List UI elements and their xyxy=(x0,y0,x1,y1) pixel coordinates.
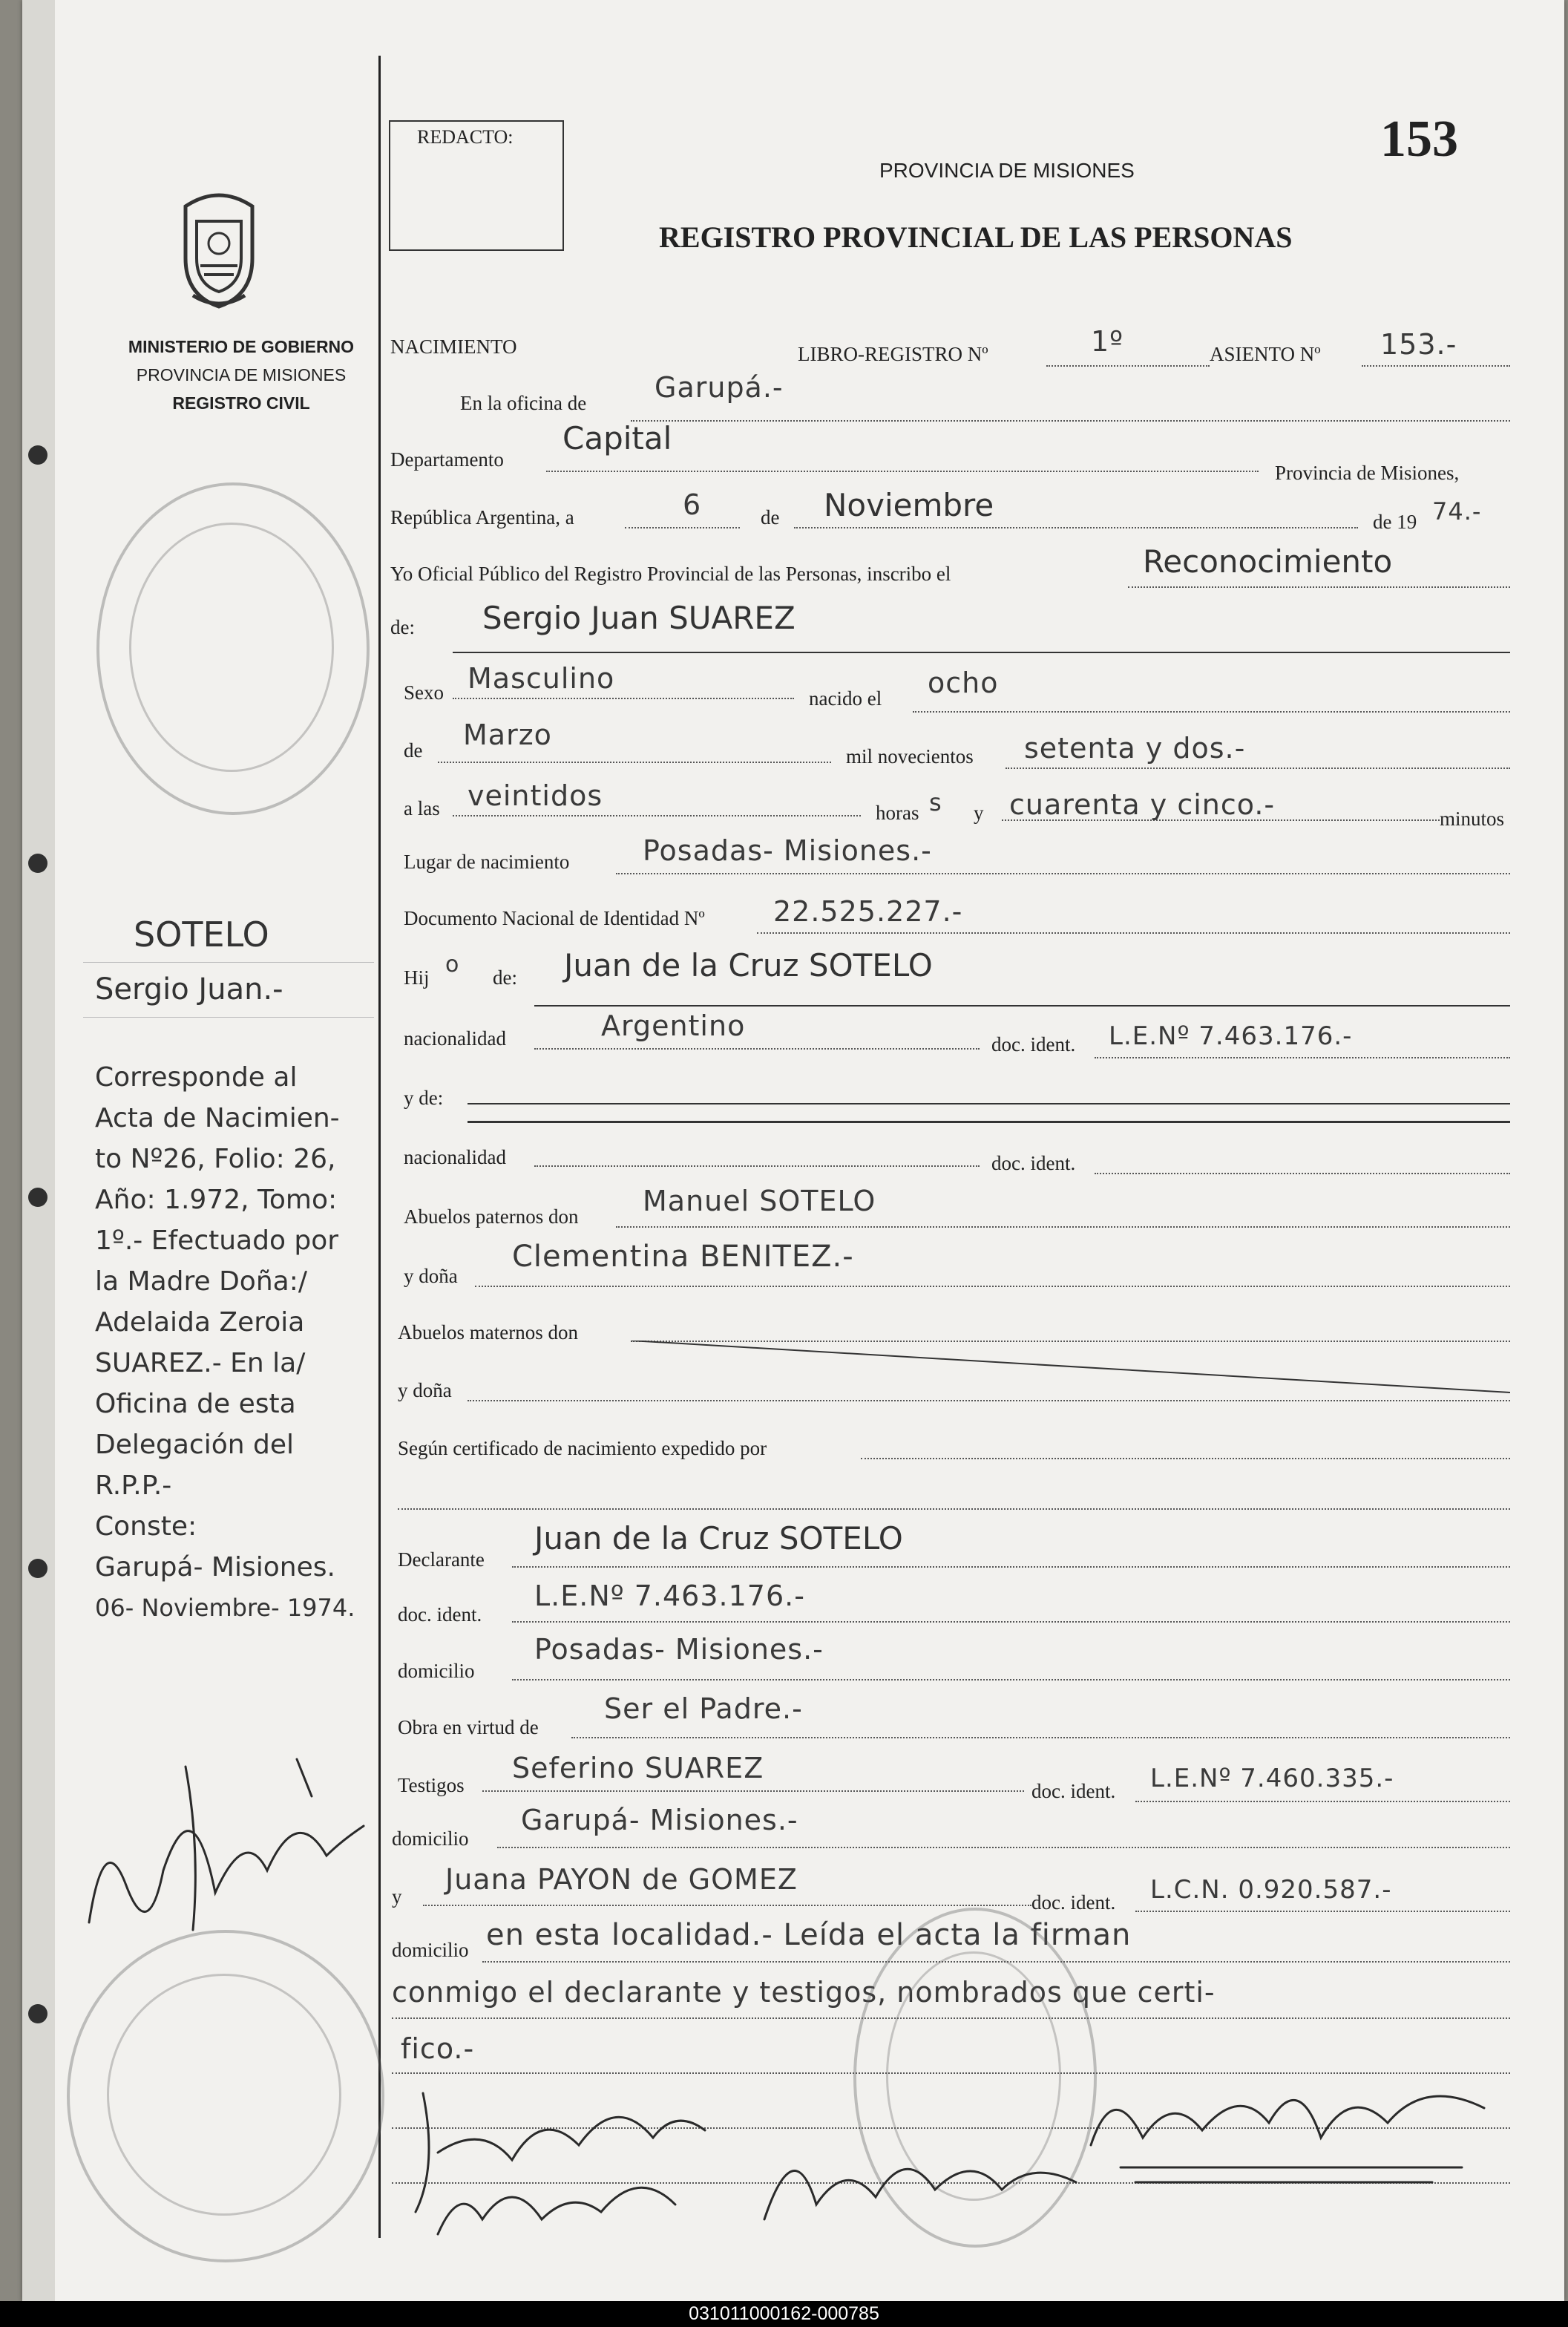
y2-label: y xyxy=(392,1885,402,1908)
official-signature-right xyxy=(1076,2056,1499,2190)
horas-label: horas xyxy=(876,802,919,824)
domicilio-label: domicilio xyxy=(398,1660,475,1682)
redacto-label: REDACTO: xyxy=(417,126,514,148)
declarante-dom-value: Posadas- Misiones.- xyxy=(534,1633,824,1666)
signature-declarante xyxy=(393,2063,764,2256)
inscripcion-value: Reconocimiento xyxy=(1143,543,1393,580)
padre-doc-fill xyxy=(1095,1057,1510,1058)
doc-ident5-label: doc. ident. xyxy=(1031,1891,1116,1914)
mil-label: mil novecientos xyxy=(846,745,974,768)
margin-line: Delegación del xyxy=(95,1430,295,1460)
declarante-doc-value: L.E.Nº 7.463.176.- xyxy=(534,1580,805,1612)
madre-nac-fill xyxy=(534,1165,980,1167)
abuela-pat-value: Clementina BENITEZ.- xyxy=(512,1240,854,1274)
nacido-anio-fill xyxy=(1006,768,1510,769)
margin-line: R.P.P.- xyxy=(95,1470,172,1501)
provincia-label: Provincia de Misiones, xyxy=(1275,462,1460,484)
de-label: de xyxy=(761,506,780,528)
declarante-label: Declarante xyxy=(398,1548,485,1571)
faint-seal-stamp xyxy=(96,482,370,815)
y-label: y xyxy=(974,802,984,824)
sexo-fill xyxy=(453,698,794,699)
dni-value: 22.525.227.- xyxy=(773,895,963,928)
oficina-label: En la oficina de xyxy=(460,392,587,414)
departamento-fill xyxy=(546,471,1259,472)
nacionalidad2-label: nacionalidad xyxy=(404,1146,506,1168)
testigo1-doc-value: L.E.Nº 7.460.335.- xyxy=(1150,1764,1394,1793)
margin-line: 1º.- Efectuado por xyxy=(95,1225,339,1256)
page-number: 153 xyxy=(1380,111,1458,168)
margin-surname: SOTELO xyxy=(134,914,269,955)
doc-ident4-label: doc. ident. xyxy=(1031,1780,1116,1802)
testigo2-doc-value: L.C.N. 0.920.587.- xyxy=(1150,1875,1392,1905)
testigo1-fill xyxy=(482,1790,1024,1792)
margin-line: la Madre Doña:/ xyxy=(95,1266,307,1297)
binding-hole xyxy=(28,2004,47,2023)
oficial-label: Yo Oficial Público del Registro Provincial de las Personas, inscribo el xyxy=(390,563,951,585)
testigo1-value: Seferino SUAREZ xyxy=(512,1752,764,1784)
margin-line: to Nº26, Folio: 26, xyxy=(95,1144,336,1174)
abuelos-paternos-label: Abuelos paternos don xyxy=(404,1205,579,1228)
lugar-fill xyxy=(616,873,1510,874)
cierre-line-1: en esta localidad.- Leída el acta la firman xyxy=(486,1918,1132,1952)
coat-of-arms-icon xyxy=(171,184,267,310)
declarante-dom-fill xyxy=(512,1679,1510,1680)
testigos-label: Testigos xyxy=(398,1774,465,1796)
nacimiento-label: NACIMIENTO xyxy=(390,336,517,358)
a-las-label: a las xyxy=(404,797,440,819)
de2-label: de xyxy=(404,739,423,762)
libro-value: 1º xyxy=(1091,325,1124,358)
margin-note xyxy=(95,1057,355,1629)
binding-strip xyxy=(22,0,55,2301)
sexo-label: Sexo xyxy=(404,681,444,704)
abuela-pat-fill xyxy=(475,1286,1510,1287)
testigo1-dom-fill xyxy=(497,1847,1510,1848)
registry-title: REGISTRO PROVINCIAL DE LAS PERSONAS xyxy=(659,220,1293,254)
dia-fill xyxy=(625,527,740,528)
hora-digit: s xyxy=(929,788,942,816)
padre-nac-value: Argentino xyxy=(601,1009,746,1042)
testigo2-value: Juana PAYON de GOMEZ xyxy=(445,1863,798,1896)
margin-line: 06- Noviembre- 1974. xyxy=(95,1594,355,1622)
padre-doc-value: L.E.Nº 7.463.176.- xyxy=(1109,1021,1353,1051)
margin-line: Corresponde al xyxy=(95,1062,298,1093)
domicilio2-label: domicilio xyxy=(392,1827,469,1850)
margin-line: Conste: xyxy=(95,1511,197,1542)
signature-testigo xyxy=(749,2115,1106,2242)
testigo1-doc-fill xyxy=(1135,1801,1510,1802)
doc-ident3-label: doc. ident. xyxy=(398,1603,482,1626)
madre-line-2 xyxy=(468,1121,1510,1123)
segun-fill xyxy=(861,1458,1510,1459)
dni-fill xyxy=(757,932,1510,934)
abuelo-pat-value: Manuel SOTELO xyxy=(643,1185,876,1217)
nacido-anio-value: setenta y dos.- xyxy=(1024,732,1246,765)
declarante-doc-fill xyxy=(512,1621,1510,1623)
departamento-label: Departamento xyxy=(390,448,504,471)
margin-line: Oficina de esta xyxy=(95,1389,296,1419)
abuelo-pat-fill xyxy=(616,1226,1510,1228)
lugar-label: Lugar de nacimiento xyxy=(404,851,570,873)
nacido-mes-value: Marzo xyxy=(463,719,552,751)
nombre-value: Sergio Juan SUAREZ xyxy=(482,600,796,636)
inscripcion-fill xyxy=(1128,586,1510,588)
ministry-line: MINISTERIO DE GOBIERNO xyxy=(128,337,355,356)
mes-fill xyxy=(794,527,1358,528)
segun-fill-2 xyxy=(398,1508,1510,1510)
nacido-fill xyxy=(913,711,1510,713)
sexo-value: Masculino xyxy=(468,662,615,695)
document-sheet xyxy=(22,0,1564,2301)
strike-line xyxy=(631,1341,1510,1400)
abuelos-maternos-label: Abuelos maternos don xyxy=(398,1321,578,1343)
asiento-fill xyxy=(1362,365,1510,367)
nacido-mes-fill xyxy=(438,762,831,763)
margin-name: Sergio Juan.- xyxy=(95,972,283,1007)
declarante-value: Juan de la Cruz SOTELO xyxy=(534,1520,903,1557)
y-dona2-label: y doña xyxy=(398,1379,452,1401)
dia-value: 6 xyxy=(683,488,702,521)
province-title: PROVINCIA DE MISIONES xyxy=(879,159,1135,182)
madre-line xyxy=(468,1103,1510,1104)
segun-label: Según certificado de nacimiento expedido por xyxy=(398,1437,767,1459)
hora-fill xyxy=(453,815,861,816)
lugar-value: Posadas- Misiones.- xyxy=(643,834,932,867)
y-de-label: y de: xyxy=(404,1087,444,1109)
obra-fill xyxy=(571,1737,1510,1738)
declarante-fill xyxy=(512,1566,1510,1568)
libro-fill xyxy=(1046,365,1210,367)
nacionalidad-label: nacionalidad xyxy=(404,1027,506,1050)
doc-ident2-label: doc. ident. xyxy=(991,1152,1076,1174)
asiento-value: 153.- xyxy=(1380,328,1457,361)
padre-line xyxy=(534,1005,1510,1007)
testigo1-dom-value: Garupá- Misiones.- xyxy=(521,1804,798,1836)
padre-nac-fill xyxy=(534,1048,980,1050)
madre-doc-fill xyxy=(1095,1173,1510,1174)
libro-label: LIBRO-REGISTRO Nº xyxy=(798,343,988,365)
margin-line: Año: 1.972, Tomo: xyxy=(95,1185,338,1215)
minutos-label: minutos xyxy=(1440,808,1505,830)
registry-seal-stamp xyxy=(67,1930,384,2262)
hij-suffix: o xyxy=(445,952,460,978)
margin-rule xyxy=(83,962,374,963)
testigo2-doc-fill xyxy=(1135,1911,1510,1912)
hora-value: veintidos xyxy=(468,779,603,812)
y-dona-label: y doña xyxy=(404,1265,458,1287)
oficina-fill xyxy=(631,420,1510,422)
dni-label: Documento Nacional de Identidad Nº xyxy=(404,907,705,929)
anio-value: 74.- xyxy=(1432,497,1482,526)
testigo2-fill xyxy=(423,1905,1031,1906)
binding-hole xyxy=(28,854,47,873)
minutos-value: cuarenta y cinco.- xyxy=(1009,788,1276,821)
hij-label: Hij xyxy=(404,966,430,989)
binding-hole xyxy=(28,1188,47,1207)
margin-rule xyxy=(83,1017,374,1018)
nombre-line xyxy=(453,652,1510,653)
margin-divider xyxy=(378,56,381,2238)
republica-label: República Argentina, a xyxy=(390,506,574,528)
cierre-line-3: fico.- xyxy=(401,2032,475,2065)
abuela-mat-fill xyxy=(468,1400,1510,1401)
padre-value: Juan de la Cruz SOTELO xyxy=(564,947,933,984)
registry-line: REGISTRO CIVIL xyxy=(172,393,310,413)
oficina-value: Garupá.- xyxy=(655,371,784,404)
domicilio3-label: domicilio xyxy=(392,1939,469,1961)
obra-label: Obra en virtud de xyxy=(398,1716,539,1738)
binding-hole xyxy=(28,445,47,465)
margin-line: Garupá- Misiones. xyxy=(95,1552,335,1583)
footer-code: 031011000162-000785 xyxy=(0,2301,1568,2327)
cierre-line-2: conmigo el declarante y testigos, nombrados que certi- xyxy=(392,1976,1216,2009)
nombre-label: de: xyxy=(390,616,415,638)
departamento-value: Capital xyxy=(562,420,672,456)
margin-line: SUAREZ.- En la/ xyxy=(95,1348,306,1378)
margin-line: Adelaida Zeroia xyxy=(95,1307,305,1338)
mes-value: Noviembre xyxy=(824,487,994,523)
binding-hole xyxy=(28,1559,47,1578)
ministry-header xyxy=(104,333,378,417)
asiento-label: ASIENTO Nº xyxy=(1210,343,1321,365)
anio-prefix: de 19 xyxy=(1373,511,1417,533)
nacido-dia-value: ocho xyxy=(928,667,999,699)
obra-value: Ser el Padre.- xyxy=(604,1692,803,1725)
margin-line: Acta de Nacimien- xyxy=(95,1103,340,1133)
province-line: PROVINCIA DE MISIONES xyxy=(136,365,347,384)
hij-de-label: de: xyxy=(493,966,517,989)
official-signature-left xyxy=(74,1737,371,1960)
nacido-label: nacido el xyxy=(809,687,882,710)
redacto-box xyxy=(389,120,564,251)
doc-ident-label: doc. ident. xyxy=(991,1033,1076,1056)
